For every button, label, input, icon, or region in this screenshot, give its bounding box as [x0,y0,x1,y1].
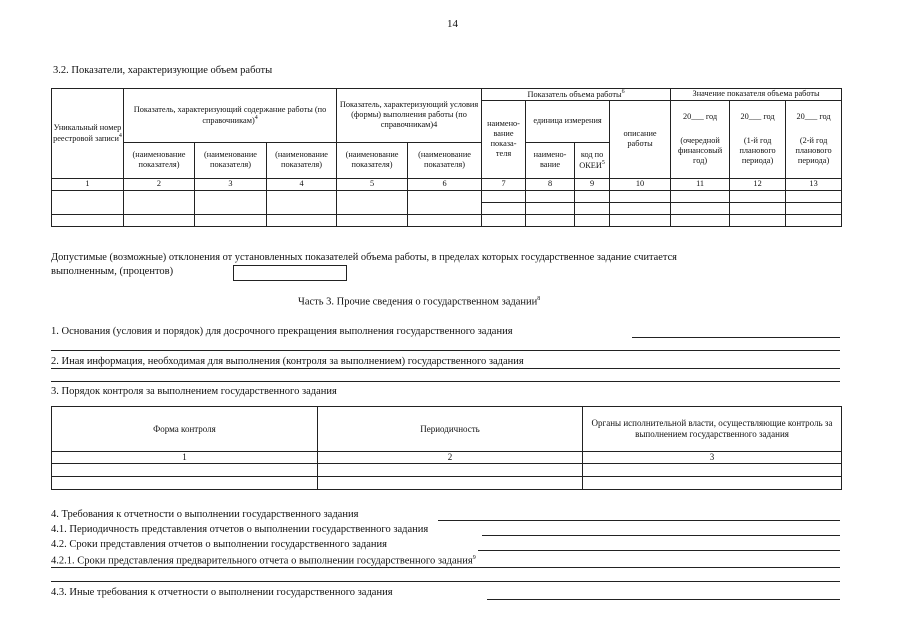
table-row [52,214,842,226]
periodicity-header: Периодичность [318,407,583,452]
column-number: 13 [786,178,842,190]
item-4-3-label: 4.3. Иные требования к отчетности о выполнении государственного задания [51,587,393,598]
indicator-name-cell: (наименование показателя) [124,142,195,178]
volume-indicator-header: Показатель объема работы$^6$ [482,89,671,101]
volume-value-header: Значение показателя объема работы [671,89,842,101]
indicator-name-cell: (наименование показателя) [408,142,482,178]
column-number: 9 [575,178,610,190]
deviation-text: Допустимые (возможные) отклонения от установленных показателей объема работы, в пределах которых государственное задание считается [51,252,677,263]
item-3-label: 3. Порядок контроля за выполнением государственного задания [51,386,337,397]
item-4-2-label: 4.2. Сроки представления отчетов о выполнении государственного задания [51,539,387,550]
column-number: 8 [526,178,575,190]
item-1-line-2 [51,350,840,351]
deviation-percent-input[interactable] [233,265,347,281]
column-number: 4 [267,178,337,190]
column-numbers-row [52,178,842,190]
column-number: 10 [610,178,671,190]
volume-table [51,88,842,227]
section-title: 3.2. Показатели, характеризующие объем работы [53,65,273,76]
column-number: 5 [337,178,408,190]
indicator-name-cell: (наименование показателя) [267,142,337,178]
item-2-label: 2. Иная информация, необходимая для выполнения (контроля за выполнением) государственного задания [51,356,524,367]
item-4-2-1-line-2 [51,581,840,582]
item-4-1-label: 4.1. Периодичность представления отчетов о выполнении государственного задания [51,524,429,535]
indicator-name-cell: (наименование показателя) [337,142,408,178]
table-row [52,477,842,490]
description-header: описание работы [610,100,671,178]
column-number: 2 [124,178,195,190]
item-4-line [438,520,840,521]
deviation-text-2: выполненным, (процентов) [51,266,174,277]
unit-header: единица измерения [526,100,610,142]
indicator-name-cell: (наименование показателя) [195,142,267,178]
column-number: 7 [482,178,526,190]
page-number: 14 [447,18,458,30]
item-4-1-line [482,535,840,536]
item-1-line [632,337,840,338]
okei-header: код по ОКЕИ$^5$ [575,142,610,178]
column-number: 12 [730,178,786,190]
year-current-header: 20___ год (очередной финансовый год) [671,100,730,178]
column-number: 1 [52,452,318,464]
item-4-2-1-line [51,567,840,568]
control-bodies-header: Органы исполнительной власти, осуществляющие контроль за выполнением государственного задания [583,407,842,452]
control-table [51,406,842,490]
column-number: 11 [671,178,730,190]
column-number: 1 [52,178,124,190]
item-4-3-line [487,599,840,600]
column-number: 2 [318,452,583,464]
content-indicator-header: Показатель, характеризующий содержание работы (по справочникам)$^4$ [124,89,337,143]
control-form-header: Форма контроля [52,407,318,452]
item-4-2-1-label: 4.2.1. Сроки представления предварительного отчета о выполнении государственного задания$^9$ [51,555,476,567]
item-2-line-2 [51,381,840,382]
part3-title: Часть 3. Прочие сведения о государственном задании$^8$ [298,296,541,308]
column-number: 3 [583,452,842,464]
item-1-label: 1. Основания (условия и порядок) для досрочного прекращения выполнения государственного задания [51,326,513,337]
condition-indicator-header: Показатель, характеризующий условия (формы) выполнения работы (по справочникам)4 [337,89,482,143]
item-2-line [51,368,840,369]
unique-number-header: Уникальный номер реестровой записи$^4$ [52,89,124,179]
column-number: 3 [195,178,267,190]
table-row [52,464,842,477]
table-row [52,190,842,202]
indicator-name-header: наимено-вание показа-теля [482,100,526,178]
unit-name-header: наимено-вание [526,142,575,178]
item-4-2-line [478,550,840,551]
year-1-header: 20___ год (1-й год планового периода) [730,100,786,178]
year-2-header: 20___ год (2-й год планового периода) [786,100,842,178]
column-number: 6 [408,178,482,190]
item-4-label: 4. Требования к отчетности о выполнении государственного задания [51,509,359,520]
